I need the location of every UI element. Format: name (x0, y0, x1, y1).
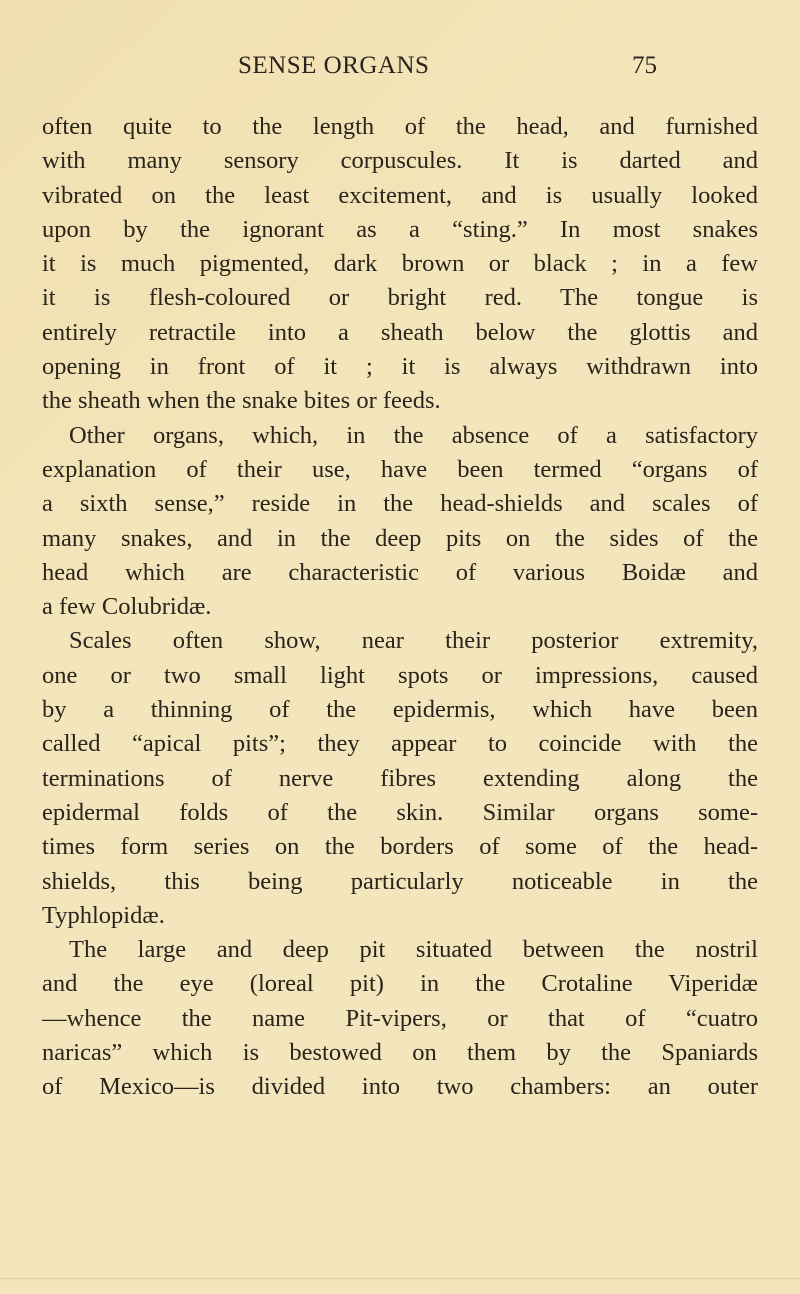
text-line: by a thinning of the epidermis, which have been (42, 696, 758, 724)
text-line: times form series on the borders of some of the head- (42, 833, 758, 861)
text-line: often quite to the length of the head, and furnished (42, 113, 758, 140)
text-line: of Mexico—is divided into two chambers: an outer (42, 1073, 758, 1101)
text-line: a sixth sense,” reside in the head-shields and scales of (42, 490, 758, 518)
text-line: called “apical pits”; they appear to coincide with the (42, 730, 758, 758)
text-line: epidermal folds of the skin. Similar organs some- (42, 798, 758, 826)
text-line: Other organs, which, in the absence of a satisfactory (69, 421, 758, 449)
text-line: shields, this being particularly noticeable in the (42, 867, 758, 895)
text-line: with many sensory corpuscules. It is darted and (42, 147, 758, 175)
text-line: naricas” which is bestowed on them by the Spaniards (42, 1039, 758, 1067)
text-line: vibrated on the least excitement, and is usually looked (42, 181, 758, 209)
page-header (0, 52, 800, 92)
text-line: upon by the ignorant as a “sting.” In most snakes (42, 215, 758, 243)
text-line: opening in front of it ; it is always withdrawn into (42, 353, 758, 381)
text-line: one or two small light spots or impressions, caused (42, 661, 758, 689)
text-line: The large and deep pit situated between the nostril (69, 936, 758, 964)
text-line: it is flesh-coloured or bright red. The tongue is (42, 284, 758, 312)
text-line: and the eye (loreal pit) in the Crotaline Viperidæ (42, 970, 758, 998)
body-text (42, 110, 758, 1105)
text-line: it is much pigmented, dark brown or black ; in a few (42, 250, 758, 278)
text-line: many snakes, and in the deep pits on the sides of the (42, 524, 758, 552)
text-line: terminations of nerve fibres extending along the (42, 764, 758, 792)
running-title: SENSE ORGANS (238, 52, 430, 79)
text-line: a few Colubridæ. (42, 593, 212, 621)
text-line: Typhlopidæ. (42, 901, 165, 929)
page-edge (0, 1278, 800, 1279)
text-line: entirely retractile into a sheath below the glottis and (42, 318, 758, 346)
text-line: explanation of their use, have been termed “organs of (42, 455, 758, 483)
text-line: Scales often show, near their posterior extremity, (69, 627, 758, 655)
text-line: head which are characteristic of various Boidæ and (42, 558, 758, 586)
text-line: the sheath when the snake bites or feeds. (42, 387, 441, 415)
page-number: 75 (632, 52, 657, 79)
text-line: —whence the name Pit-vipers, or that of “cuatro (42, 1004, 758, 1032)
